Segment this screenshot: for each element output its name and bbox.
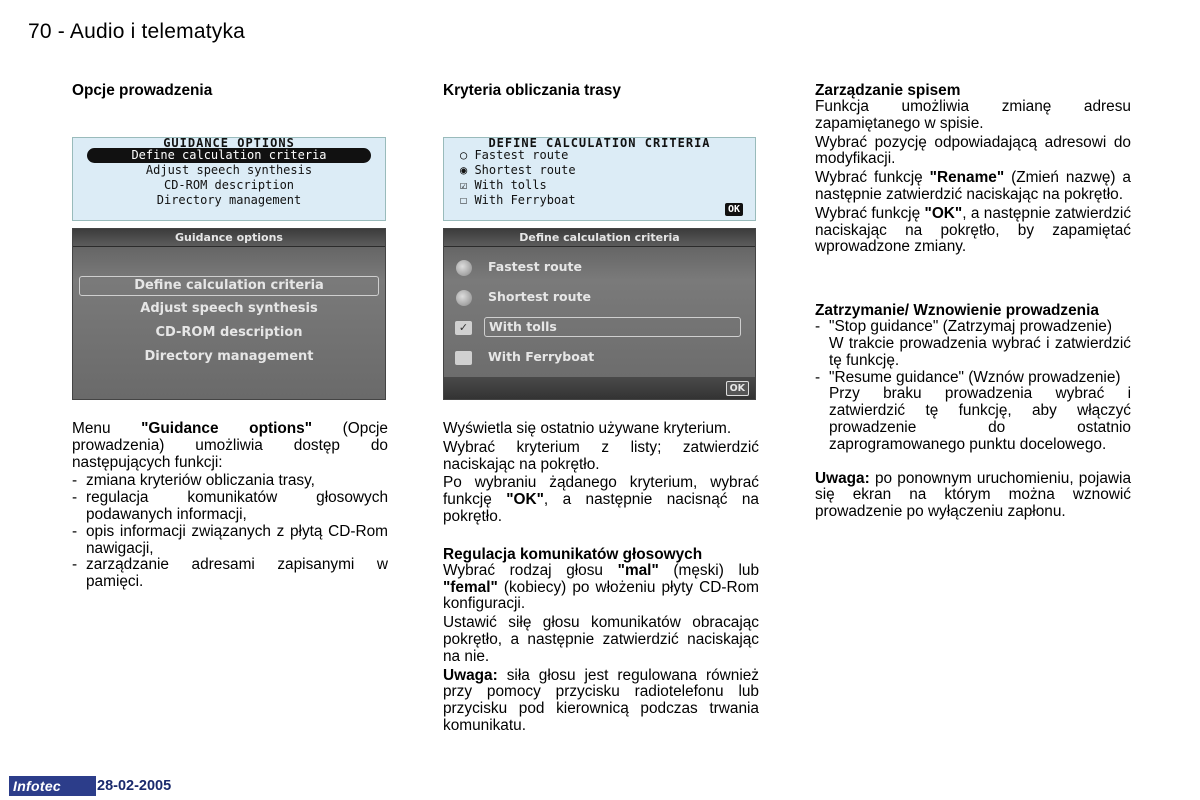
column-2 xyxy=(443,82,759,737)
screen-item-selected: Define calculation criteria xyxy=(79,276,379,296)
text: Przy braku prowadzenia wybrać i zatwierdzić tę funkcję, aby włączyć prowadzenie do ostatnio zaprogramowanego punktu docelowego. xyxy=(829,385,1131,453)
bold-text: "OK" xyxy=(924,204,963,222)
paragraph: Wybrać pozycję odpowiadającą adresowi do modyfikacji. xyxy=(815,133,1131,168)
lcd-item: ◉ Shortest route xyxy=(460,163,576,177)
section-heading: Zarządzanie spisem xyxy=(815,82,961,99)
bold-text: Uwaga: xyxy=(815,469,870,487)
screen-item: With Ferryboat xyxy=(488,349,595,364)
paragraph xyxy=(815,170,1131,204)
screen-item: Fastest route xyxy=(488,259,583,274)
footer-date: 28-02-2005 xyxy=(97,778,172,794)
paragraph xyxy=(443,563,759,613)
paragraph: Funkcja umożliwia zmianę adresu zapamiętanego w spisie. xyxy=(815,98,1131,132)
text: (Opcje prowadzenia) umożliwia dostęp do następujących funkcji: xyxy=(72,420,388,471)
lcd-ok-button: OK xyxy=(725,203,743,216)
screen-item-selected: With tolls xyxy=(484,317,741,337)
text: Wybrać funkcję xyxy=(815,204,925,222)
list-item xyxy=(815,370,1131,454)
screen-title: Define calculation criteria xyxy=(444,229,755,247)
bold-text: Uwaga: xyxy=(443,666,498,684)
paragraph xyxy=(443,668,759,735)
text: Po wybraniu żądanego kryterium, wybrać funkcję xyxy=(443,474,759,509)
guidance-list xyxy=(815,319,1131,453)
paragraph xyxy=(815,471,1131,521)
text: Menu xyxy=(72,420,142,437)
text: "Resume guidance" (Wznów prowadzenie) xyxy=(829,368,1121,386)
list-item: - zmiana kryteriów obliczania trasy, xyxy=(72,473,388,490)
page-title: 70 - Audio i telematyka xyxy=(28,20,246,43)
bold-text: "Guidance options" xyxy=(141,420,313,437)
text: (kobiecy) po włożeniu płyty CD-Rom konfiguracji. xyxy=(443,578,759,613)
lcd-title: DEFINE CALCULATION CRITERIA xyxy=(488,138,711,148)
column-1 xyxy=(72,82,388,591)
lcd-item: ○ Fastest route xyxy=(460,148,569,162)
bold-text: "Rename" xyxy=(929,169,1005,187)
text: , a następnie nacisnąć na pokrętło. xyxy=(443,491,759,525)
paragraph: Wyświetla się ostatnio używane kryterium. xyxy=(443,420,732,437)
paragraph: Wybrać kryterium z listy; zatwierdzić naciskając na pokrętło. xyxy=(443,438,759,473)
text: po ponownym uruchomieniu, pojawia się ekran na którym można wznowić prowadzenie po wyłączeniu zapłonu. xyxy=(815,469,1131,521)
screen-item: Adjust speech synthesis xyxy=(140,301,318,316)
list-item: - regulacja komunikatów głosowych podawanych informacji, xyxy=(72,490,388,524)
checkbox-checked-icon: ✓ xyxy=(455,321,472,335)
lcd-item-selected: Define calculation criteria xyxy=(87,148,371,163)
text: siła głosu jest regulowana również przy pomocy przycisku radiotelefonu lub przycisku pod kierownicą podczas trwania komunikatu. xyxy=(443,666,759,734)
column-3 xyxy=(815,82,1131,523)
screen-item: Directory management xyxy=(144,349,314,364)
text: Wybrać rodzaj głosu xyxy=(443,561,618,579)
lcd-item: Adjust speech synthesis xyxy=(145,163,313,177)
lcd-item: CD-ROM description xyxy=(163,178,295,192)
bold-text: "OK" xyxy=(506,491,544,509)
text: , a następnie zatwierdzić naciskając na pokrętło, by zapamiętać wprowadzone zmiany. xyxy=(815,204,1132,256)
screen-item: CD-ROM description xyxy=(155,325,303,340)
function-list xyxy=(72,473,388,591)
list-item: - zarządzanie adresami zapisanymi w pamięci. xyxy=(72,557,388,591)
list-item xyxy=(815,319,1131,369)
text: W trakcie prowadzenia wybrać i zatwierdzić tę funkcję. xyxy=(829,334,1131,369)
bold-text: "femal" xyxy=(443,578,498,596)
lcd-item: ☐ With Ferryboat xyxy=(460,193,576,207)
screen-ok-button: OK xyxy=(726,381,749,396)
infotec-logo: Infotec xyxy=(9,776,96,796)
lcd-item: ☑ With tolls xyxy=(460,178,547,192)
section-heading: Regulacja komunikatów głosowych xyxy=(443,545,703,563)
section-heading: Kryteria obliczania trasy xyxy=(443,82,621,99)
paragraph xyxy=(443,475,759,525)
paragraph xyxy=(72,421,388,471)
screen-title: Guidance options xyxy=(73,229,385,247)
lcd-item: Directory management xyxy=(156,193,302,207)
paragraph xyxy=(815,206,1131,256)
lcd-title: GUIDANCE OPTIONS xyxy=(163,138,295,148)
text: (Zmień nazwę) a następnie zatwierdzić naciskając na pokrętło. xyxy=(815,169,1131,203)
list-item: - opis informacji związanych z płytą CD-Rom nawigacji, xyxy=(72,524,388,558)
paragraph: Ustawić siłę głosu komunikatów obracając pokrętło, a następnie zatwierdzić naciskając na nie. xyxy=(443,614,759,665)
screen-item: Shortest route xyxy=(488,289,591,304)
section-heading: Zatrzymanie/ Wznowienie prowadzenia xyxy=(815,302,1099,320)
section-heading: Opcje prowadzenia xyxy=(72,82,213,99)
text: (męski) lub xyxy=(658,561,760,579)
bold-text: "mal" xyxy=(617,561,659,579)
text: "Stop guidance" (Zatrzymaj prowadzenie) xyxy=(829,318,1112,336)
text: Wybrać funkcję xyxy=(815,169,930,187)
